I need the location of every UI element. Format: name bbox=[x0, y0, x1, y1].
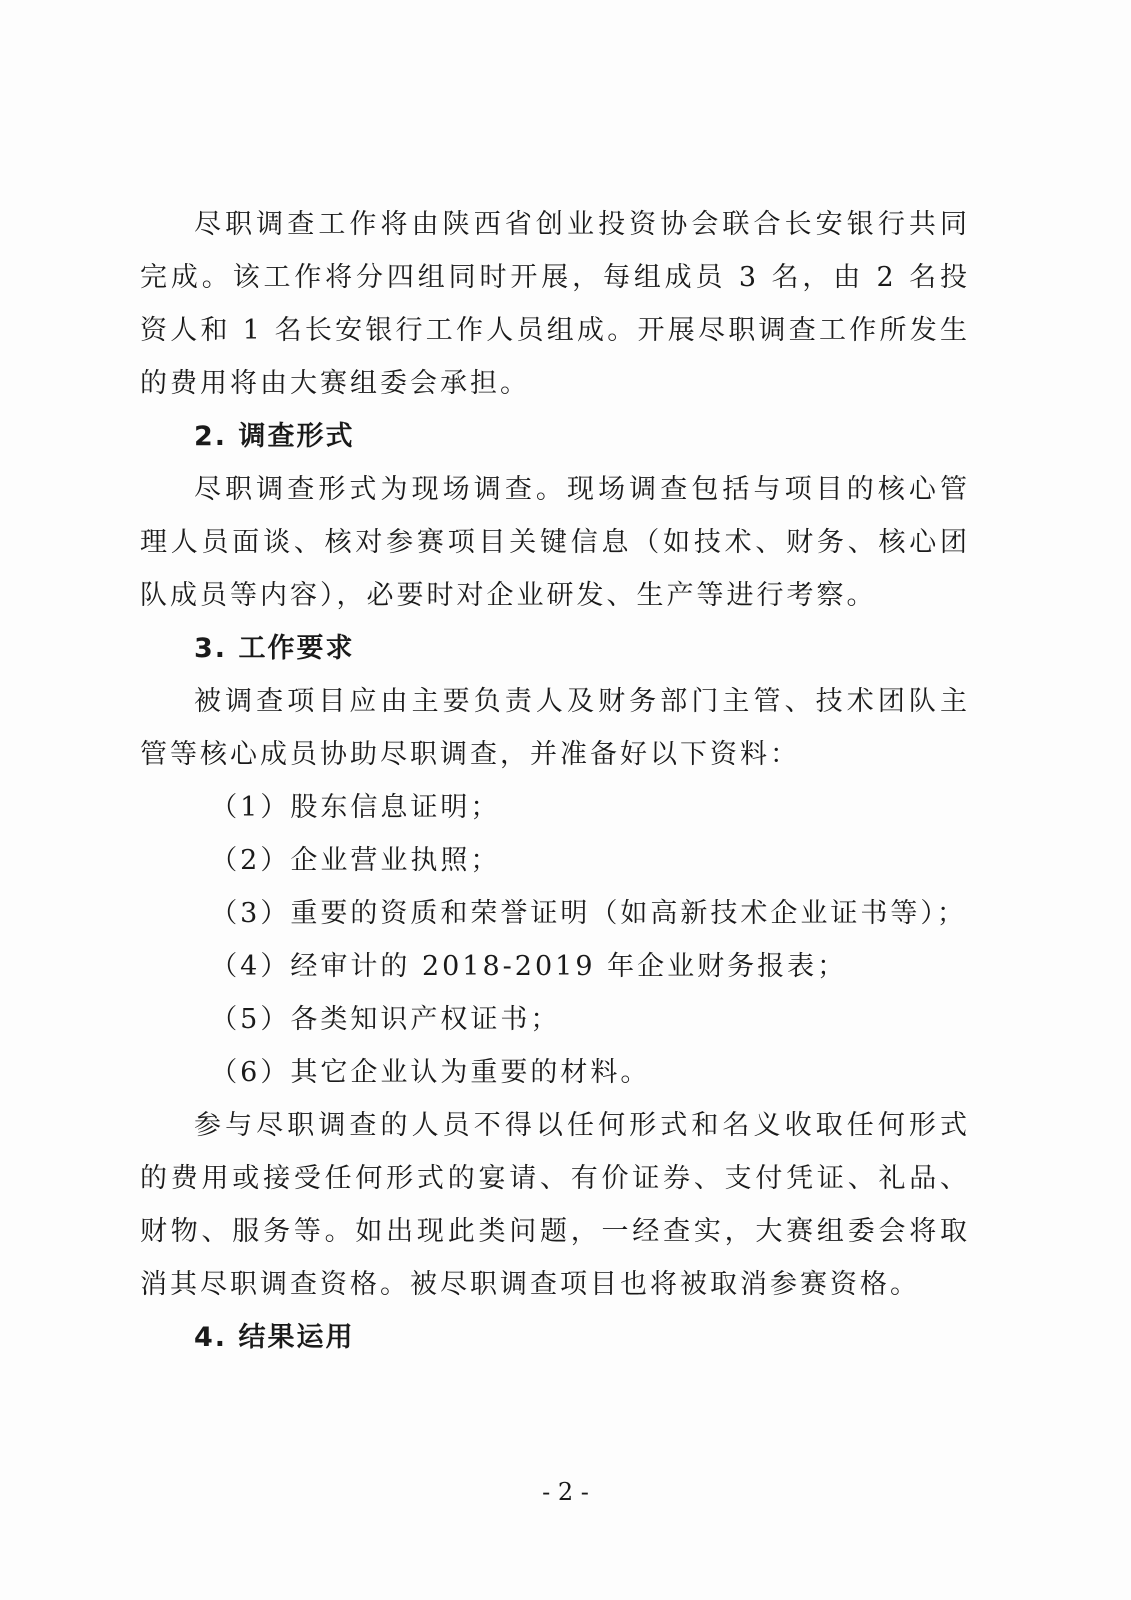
list-item: （2）企业营业执照； bbox=[210, 845, 501, 876]
list-item: （6）其它企业认为重要的材料。 bbox=[210, 1057, 651, 1088]
page-number: - 2 - bbox=[542, 1478, 589, 1506]
paragraph-work-requirements: 被调查项目应由主要负责人及财务部门主管、技术团队主管等核心成员协助尽职调查，并准备好以下资料： bbox=[140, 686, 970, 770]
paragraph-conduct-rules: 参与尽职调查的人员不得以任何形式和名义收取任何形式的费用或接受任何形式的宴请、有价证券、支付凭证、礼品、财物、服务等。如出现此类问题，一经查实，大赛组委会将取消其尽职调查资格。被尽职调查项目也将被取消参赛资格。 bbox=[140, 1110, 970, 1300]
heading-work-requirements: 3. 工作要求 bbox=[194, 633, 355, 664]
list-item: （5）各类知识产权证书； bbox=[210, 1004, 561, 1035]
list-item: （4）经审计的 2018-2019 年企业财务报表； bbox=[210, 951, 848, 982]
list-item: （1）股东信息证明； bbox=[210, 792, 501, 823]
document-body bbox=[140, 198, 970, 1364]
heading-survey-form: 2. 调查形式 bbox=[194, 421, 355, 452]
heading-result-application: 4. 结果运用 bbox=[194, 1322, 355, 1353]
list-item: （3）重要的资质和荣誉证明（如高新技术企业证书等）； bbox=[210, 898, 967, 929]
paragraph-due-diligence-intro: 尽职调查工作将由陕西省创业投资协会联合长安银行共同完成。该工作将分四组同时开展，每组成员 3 名，由 2 名投资人和 1 名长安银行工作人员组成。开展尽职调查工作所发生的费用将由大赛组委会承担。 bbox=[140, 209, 970, 399]
paragraph-survey-form: 尽职调查形式为现场调查。现场调查包括与项目的核心管理人员面谈、核对参赛项目关键信息（如技术、财务、核心团队成员等内容），必要时对企业研发、生产等进行考察。 bbox=[140, 474, 970, 611]
